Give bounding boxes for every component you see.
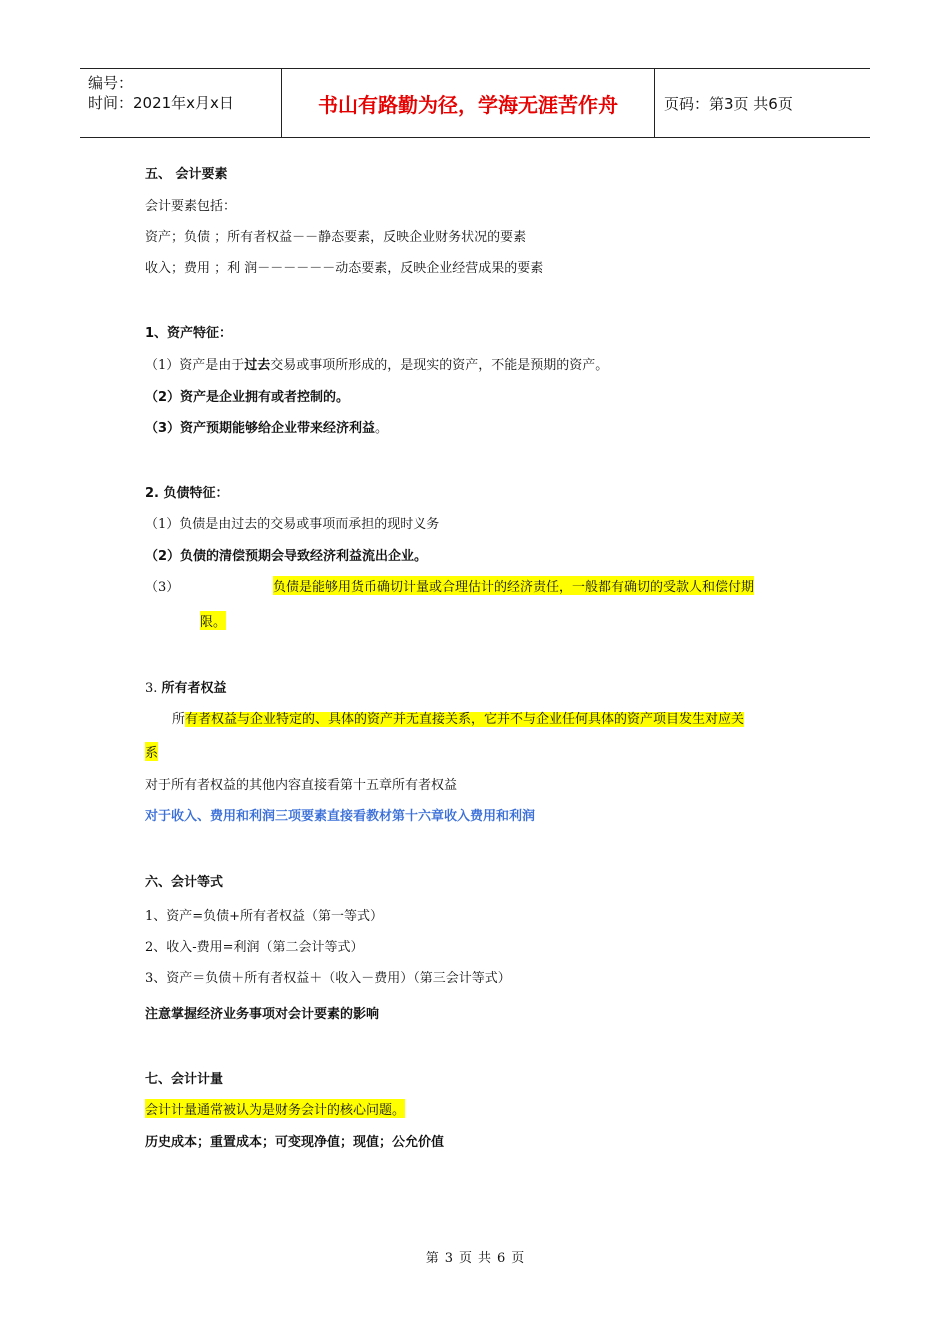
header-left: [88, 73, 283, 113]
equity-title: [145, 677, 227, 696]
section-6-note: 注意掌握经济业务事项对会计要素的影响: [145, 1007, 380, 1022]
equity-point-1-wrap: 系: [145, 742, 158, 761]
equity-other-note: 对于所有者权益的其他内容直接看第十五章所有者权益: [145, 778, 458, 793]
section-5-title: 五、 会计要素: [145, 167, 228, 182]
asset-point-3-text: （3）资产预期能够给企业带来经济利益: [145, 421, 376, 436]
liability-point-3-wrap: 限。: [200, 611, 226, 630]
footer-page-number: 3: [444, 1251, 453, 1266]
liability-point-1: （1）负债是由过去的交易或事项而承担的现时义务: [145, 517, 440, 532]
liability-point-3-text: 负债是能够用货币确切计量或合理估计的经济责任，一般都有确切的受款人和偿付期: [273, 576, 754, 595]
footer-total-pages: 6: [497, 1251, 506, 1266]
measurement-core-note: 会计计量通常被认为是财务会计的核心问题。: [145, 1099, 405, 1118]
section-5-intro: 会计要素包括：: [145, 199, 237, 214]
asset-point-3: [145, 417, 388, 436]
equity-point-1: [172, 708, 744, 727]
income-expense-profit-note: 对于收入、费用和利润三项要素直接看教材第十六章收入费用和利润: [145, 809, 536, 824]
equation-2: 2、收入-费用=利润（第二会计等式）: [145, 940, 364, 955]
asset-point-1-suffix: 交易或事项所形成的，是现实的资产，不能是预期的资产。: [270, 358, 609, 373]
asset-point-1-prefix: （1）资产是由于: [145, 358, 245, 373]
header-motto: 书山有路勤为径，学海无涯苦作舟: [318, 92, 618, 117]
equity-title-text: 所有者权益: [161, 681, 227, 696]
header-page-label: 页码：第3页 共6页: [664, 95, 793, 113]
liability-point-3-number: （3）: [145, 580, 180, 595]
footer-di: 第: [425, 1251, 439, 1266]
document-header: [80, 68, 870, 138]
section-7-title: 七、会计计量: [145, 1072, 224, 1087]
equation-3: 3、资产＝负债＋所有者权益＋（收入－费用）（第三会计等式）: [145, 971, 511, 986]
asset-point-3-end: 。: [375, 421, 389, 436]
equity-title-number: 3.: [145, 681, 158, 696]
footer-gong: 共: [478, 1251, 492, 1266]
equity-point-1-start: 所: [172, 712, 186, 727]
asset-point-1: [145, 354, 608, 373]
liability-point-2: （2）负债的清偿预期会导致经济利益流出企业。: [145, 549, 428, 564]
asset-point-2: （2）资产是企业拥有或者控制的。: [145, 390, 350, 405]
dynamic-elements-line: 收入；费用 ；利 润－－－－－－动态要素，反映企业经营成果的要素: [145, 261, 544, 276]
header-divider-right: [654, 69, 655, 137]
liability-title: 2. 负债特征：: [145, 486, 229, 501]
header-number-label: 编号：: [88, 74, 134, 92]
footer-ye: 页: [458, 1251, 472, 1266]
static-elements-line: 资产；负债 ；所有者权益－－静态要素，反映企业财务状况的要素: [145, 230, 527, 245]
measurement-bases: 历史成本；重置成本；可变现净值；现值；公允价值: [145, 1135, 445, 1150]
asset-title: 1、资产特征：: [145, 326, 233, 341]
page-footer: [0, 1247, 950, 1266]
asset-point-1-emphasis: 过去: [244, 358, 271, 373]
footer-ye-2: 页: [511, 1251, 525, 1266]
equation-1: 1、资产=负债+所有者权益（第一等式）: [145, 909, 384, 924]
section-6-title: 六、会计等式: [145, 875, 224, 890]
equity-point-1-highlight: 有者权益与企业特定的、具体的资产并无直接关系，它并不与企业任何具体的资产项目发生对应关: [185, 712, 745, 727]
header-time-label: 时间：2021年x月x日: [88, 94, 234, 112]
